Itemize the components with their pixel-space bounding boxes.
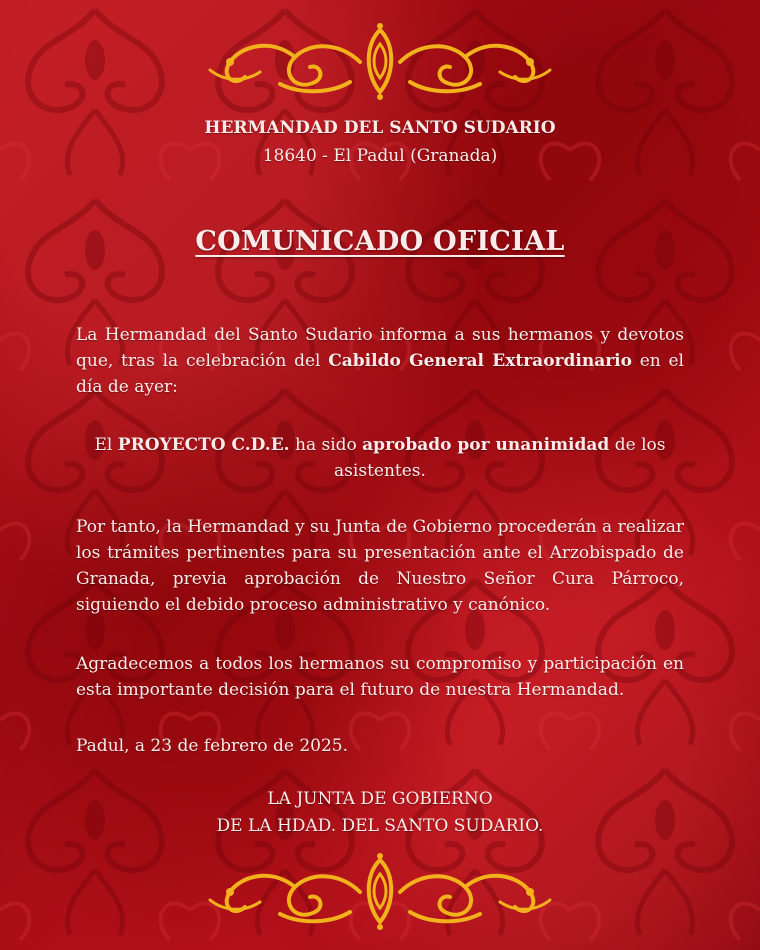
paragraph-text: ha sido bbox=[289, 435, 363, 455]
paragraph-thanks: Agradecemos a todos los hermanos su compromiso y participación en esta importante decisión para el futuro de nuestra Hermandad. bbox=[76, 654, 684, 700]
paragraph-announcement bbox=[76, 322, 684, 400]
brotherhood-header bbox=[76, 114, 684, 170]
paragraph-procedure: Por tanto, la Hermandad y su Junta de Gobierno procederán a realizar los trámites pertinentes para su presentación ante el Arzobispado de Granada, previa aprobación de Nuestro Señor Cura Párroco, siguiendo el debido proceso administrativo y canónico. bbox=[76, 517, 684, 615]
gold-scroll-ornament-top bbox=[200, 22, 560, 102]
paragraph-text: La Hermandad del Santo Sudario informa a sus hermanos y devotos que, tras la celebración del bbox=[76, 325, 684, 371]
paragraph-approval bbox=[76, 432, 684, 484]
brotherhood-name: HERMANDAD DEL SANTO SUDARIO bbox=[204, 118, 556, 138]
highlight-text: PROYECTO C.D.E. bbox=[117, 435, 290, 455]
brotherhood-address: 18640 - El Padul (Granada) bbox=[262, 146, 498, 166]
date-line: Padul, a 23 de febrero de 2025. bbox=[76, 736, 349, 756]
document-title: COMUNICADO OFICIAL bbox=[195, 226, 565, 257]
signature-block bbox=[76, 786, 684, 840]
paragraph-text: El bbox=[94, 435, 118, 455]
paragraph-text: de los asistentes. bbox=[334, 435, 666, 481]
signature-line: LA JUNTA DE GOBIERNO bbox=[267, 789, 493, 809]
highlight-text: Cabildo General Extraordinario bbox=[328, 351, 632, 371]
gold-scroll-ornament-bottom bbox=[200, 852, 560, 932]
signature-line: DE LA HDAD. DEL SANTO SUDARIO. bbox=[216, 816, 544, 836]
paragraph-text: en el día de ayer: bbox=[76, 351, 684, 397]
highlight-text: aprobado por unanimidad bbox=[362, 435, 610, 455]
